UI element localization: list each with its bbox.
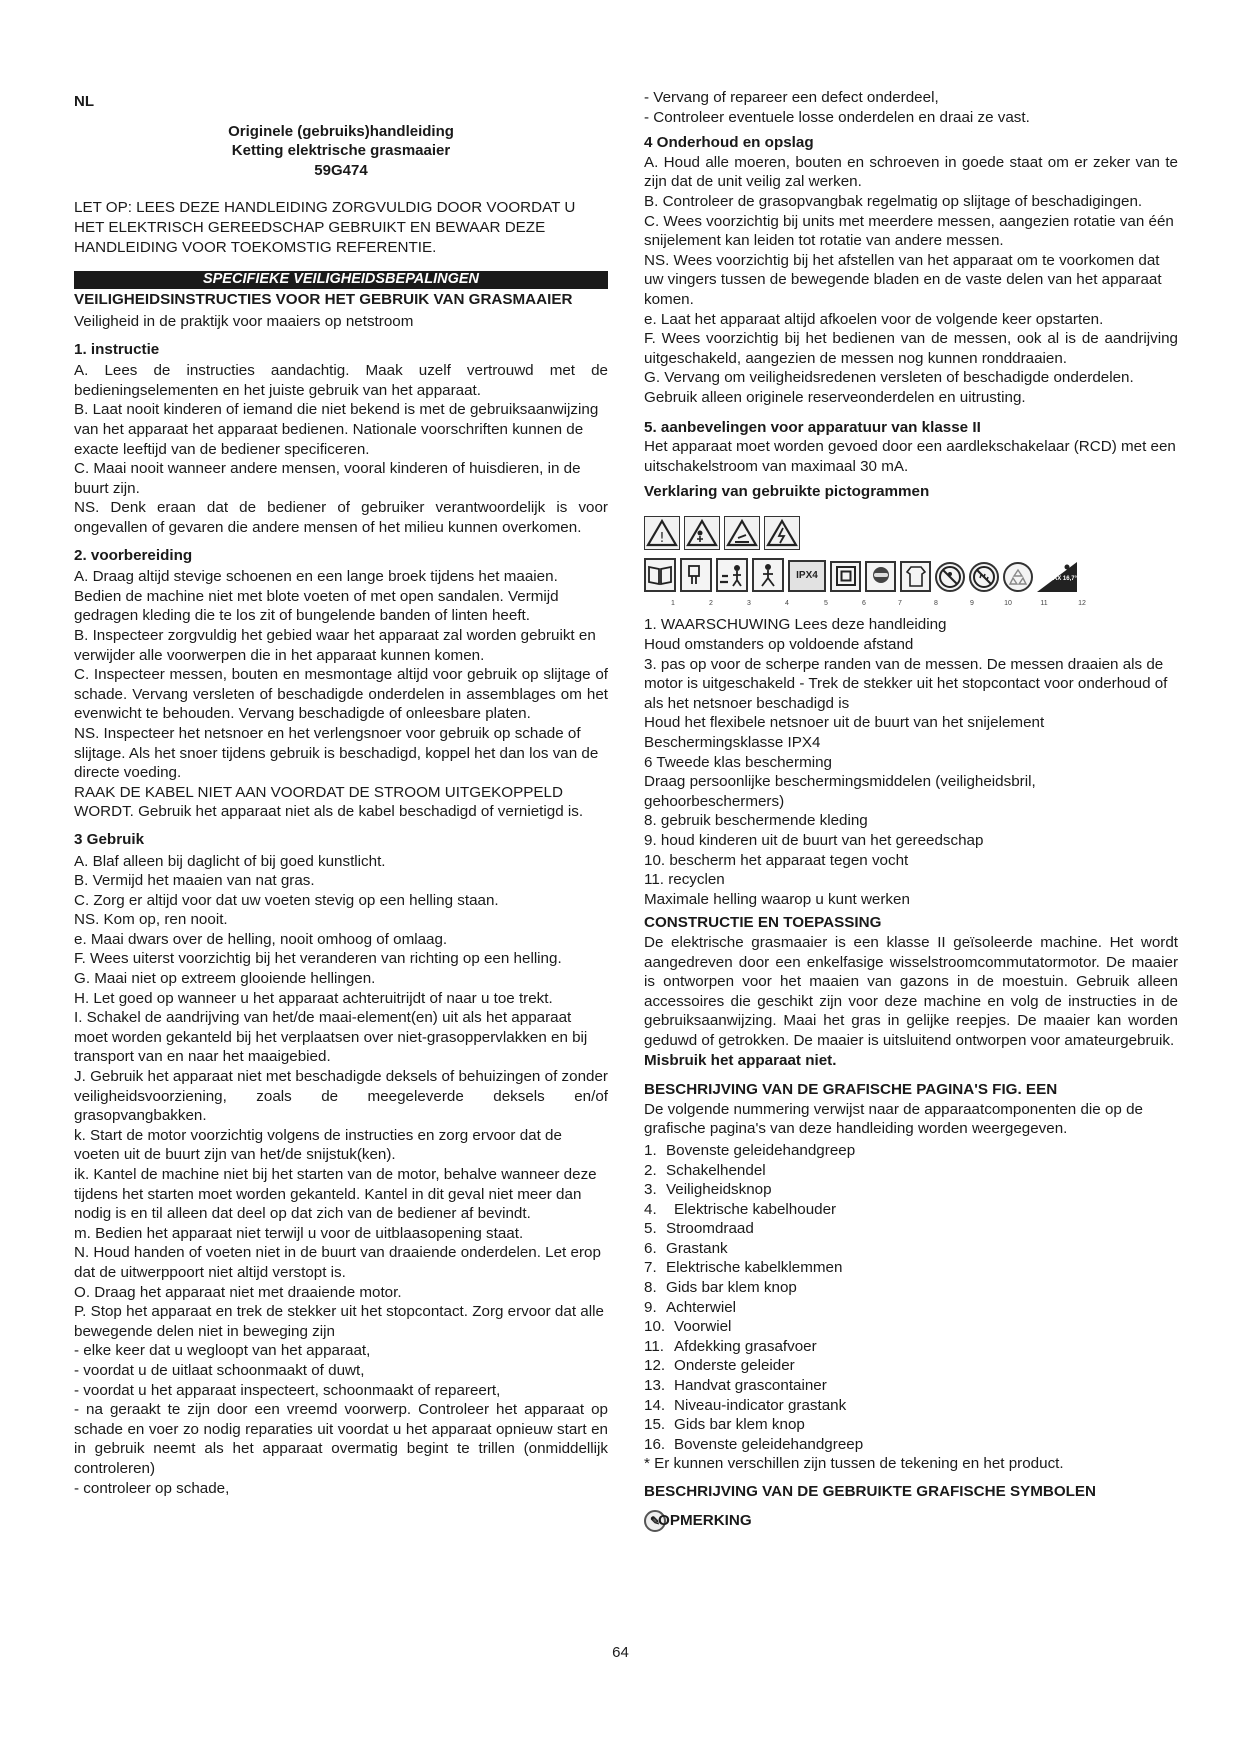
part-item [644, 1415, 1178, 1435]
pictogram-legend [644, 615, 1178, 909]
protective-clothing-icon [900, 561, 931, 592]
part-number: 8. [644, 1279, 657, 1297]
part-item [644, 1435, 1178, 1455]
list-item: A. Draag altijd stevige schoenen en een lange broek tijdens het maaien. Bedien de machine niet met blote voeten of met open sandalen. Vermijd gedragen kleding die te los zit of bungelende banden of linten heeft. [74, 568, 559, 625]
list-item: ik. Kantel de machine niet bij het starten van de motor, behalve wanneer deze tijdens het starten moet worden gekanteld. Kantel in dit geval niet meer dan nodig is en til alleen dat deel op dat zich van de bediener af bevindt. [74, 1166, 597, 1223]
list-item: P. Stop het apparaat en trek de stekker uit het stopcontact. Zorg ervoor dat alle bewegende delen niet in beweging zijn [74, 1303, 604, 1340]
list-item: N. Houd handen of voeten niet in de buurt van draaiende onderdelen. Let erop dat de uitwerppoort niet altijd verstopt is. [74, 1244, 601, 1281]
language-code: NL [74, 93, 94, 110]
note-label: OPMERKING [658, 1511, 752, 1529]
part-name: Schakelhendel [666, 1161, 766, 1179]
part-item [644, 1298, 1178, 1318]
part-number: 14. [644, 1396, 666, 1414]
cord-away-icon [716, 558, 748, 592]
max-slope-label: MAX 16,7° [1047, 576, 1077, 583]
section-1-title: 1. instructie [74, 340, 160, 358]
class-2-protection-icon [830, 561, 861, 592]
section-4-title: 4 Onderhoud en opslag [644, 134, 814, 152]
list-item: NS. Kom op, ren nooit. [74, 911, 228, 929]
recycle-icon [1003, 562, 1033, 592]
part-item [644, 1161, 1178, 1181]
list-item: I. Schakel de aandrijving van het/de maai-element(en) uit als het apparaat moet worden gekanteld bij het verplaatsen over niet-grasoppervlakken en bij transport van en naar het maaigebied. [74, 1009, 588, 1066]
note-icon: ✎ [644, 1510, 666, 1532]
title-line: Originele (gebruiks)handleiding [228, 122, 454, 140]
list-item: 3. pas op voor de scherpe randen van de messen. De messen draaien als de motor is uitgeschakeld - Trek de stekker uit het stopcontact voor onderhoud of als het netsnoer beschadigd is [644, 655, 1168, 712]
section-3-list [74, 852, 608, 1499]
part-name: Afdekking grasafvoer [674, 1337, 817, 1355]
list-item: B. Laat nooit kinderen of iemand die niet bekend is met de gebruiksaanwijzing van het apparaat het apparaat bedienen. Nationale voorschriften kunnen de exacte leeftijd van de bediener specificeren. [74, 401, 599, 458]
pictogram-number: 1 [671, 599, 675, 607]
part-number: 10. [644, 1318, 666, 1336]
part-number: 3. [644, 1181, 657, 1199]
note-heading [644, 1510, 1178, 1532]
list-item: 11. recyclen [644, 871, 725, 889]
list-item: J. Gebruik het apparaat niet met beschadigde deksels of behuizingen of zonder veiligheidsvoorziening, zoals de meegeleverde deksels en/of grasopvangbakken. [74, 1068, 608, 1125]
list-item: m. Bedien het apparaat niet terwijl u voor de uitblaasopening staat. [74, 1224, 524, 1242]
part-name: Bovenste geleidehandgreep [674, 1435, 864, 1453]
section-3-title: 3 Gebruik [74, 830, 145, 848]
part-number: 2. [644, 1161, 657, 1179]
part-item [644, 1180, 1178, 1200]
part-item [644, 1337, 1178, 1357]
safety-title: VEILIGHEIDSINSTRUCTIES VOOR HET GEBRUIK VAN GRASMAAIER [74, 291, 573, 309]
part-name: Onderste geleider [674, 1357, 795, 1375]
pictogram-number: 6 [862, 599, 866, 607]
list-item: B. Controleer de grasopvangbak regelmatig op slijtage of beschadigingen. [644, 192, 1143, 210]
bystanders-icon [684, 516, 720, 550]
list-item: C. Wees voorzichtig bij units met meerdere messen, aangezien rotatie van één snijelement kan leiden tot rotatie van andere messen. [644, 212, 1174, 250]
part-item [644, 1239, 1178, 1259]
list-item: O. Draag het apparaat niet met draaiende motor. [74, 1283, 402, 1301]
pictogram-number: 11 [1040, 599, 1048, 607]
list-item: k. Start de motor voorzichtig volgens de instructies en zorg ervoor dat de voeten uit de buurt zijn van het/de snijstuk(ken). [74, 1126, 562, 1164]
part-item [644, 1278, 1178, 1298]
pictogram-number: 5 [824, 599, 828, 607]
ipx4-icon: IPX4 [788, 560, 826, 592]
list-item: - Vervang of repareer een defect onderdeel, [644, 89, 939, 106]
list-item: G. Maai niet op extreem glooiende hellingen. [74, 970, 376, 988]
part-number: 12. [644, 1357, 666, 1375]
pictogram-number: 4 [785, 599, 789, 607]
section-5-title: 5. aanbevelingen voor apparatuur van klasse II [644, 418, 981, 436]
document-title [74, 122, 608, 181]
section-1-list [74, 361, 608, 537]
pictogram-title: Verklaring van gebruikte pictogrammen [644, 483, 930, 501]
page-number: 64 [612, 1644, 629, 1661]
pictogram-row [644, 506, 1178, 550]
keep-children-away-icon [935, 562, 965, 592]
part-name: Bovenste geleidehandgreep [666, 1141, 856, 1159]
protect-from-rain-icon [969, 562, 999, 592]
list-item: Maximale helling waarop u kunt werken [644, 890, 910, 908]
list-item: C. Maai nooit wanneer andere mensen, vooral kinderen of huisdieren, in de buurt zijn. [74, 460, 581, 497]
list-item: 10. bescherm het apparaat tegen vocht [644, 851, 909, 869]
part-name: Stroomdraad [666, 1220, 754, 1238]
list-item: NS. Denk eraan dat de bediener of gebruiker verantwoordelijk is voor ongevallen of gevaren die andere mensen of het milieu kunnen overkomen. [74, 499, 608, 537]
figure-intro: De volgende nummering verwijst naar de apparaatcomponenten die op de grafische pagina's van deze handleiding worden weergegeven. [644, 1100, 1143, 1138]
read-manual-icon [644, 558, 676, 592]
list-item: A. Lees de instructies aandachtig. Maak uzelf vertrouwd met de bedieningselementen en het juiste gebruik van het apparaat. [74, 362, 608, 399]
list-item: H. Let goed op wanneer u het apparaat achteruitrijdt of naar u toe trekt. [74, 989, 553, 1007]
rcd-recommendation: Het apparaat moet worden gevoed door een aardlekschakelaar (RCD) met een uitschakelstroom van maximaal 30 mA. [644, 438, 1176, 475]
unplug-icon [680, 558, 712, 592]
pictogram-number: 8 [934, 599, 938, 607]
part-number: 16. [644, 1435, 666, 1453]
pictogram-number: 7 [898, 599, 902, 607]
pictogram-row [644, 552, 1178, 592]
pictogram-number: 12 [1078, 599, 1086, 607]
list-item: e. Laat het apparaat altijd afkoelen voor de volgende keer opstarten. [644, 310, 1104, 328]
blade-hazard-icon [724, 516, 760, 550]
list-item: 1. WAARSCHUWING Lees deze handleiding [644, 616, 947, 634]
part-number: 4. [644, 1200, 657, 1218]
list-item: 6 Tweede klas bescherming [644, 753, 832, 771]
part-name: Grastank [666, 1239, 728, 1257]
left-column [74, 88, 608, 1498]
part-name: Elektrische kabelhouder [674, 1200, 837, 1218]
svg-text:!: ! [659, 530, 665, 546]
list-item: B. Vermijd het maaien van nat gras. [74, 872, 315, 890]
list-item: - voordat u het apparaat inspecteert, schoonmaakt of repareert, [74, 1381, 501, 1399]
list-item: - na geraakt te zijn door een vreemd voorwerp. Controleer het apparaat op schade en voer zo nodig reparaties uit voordat u het apparaat opnieuw start en in gebruik neemt als het apparaat overmatig begint te trillen (onmiddellijk controleren) [74, 1401, 608, 1477]
section-2-list [74, 567, 608, 822]
construction-title: CONSTRUCTIE EN TOEPASSING [644, 914, 882, 932]
max-slope-icon [1037, 558, 1077, 592]
list-item: Houd omstanders op voldoende afstand [644, 636, 914, 654]
pictogram-number: 2 [709, 599, 713, 607]
list-item: C. Zorg er altijd voor dat uw voeten stevig op een helling staan. [74, 891, 499, 909]
mower-operator-icon [752, 558, 784, 592]
part-item [644, 1141, 1178, 1161]
part-name: Gids bar klem knop [666, 1279, 797, 1297]
list-item: - Controleer eventuele losse onderdelen en draai ze vast. [644, 108, 1030, 126]
list-item: F. Wees uiterst voorzichtig bij het veranderen van richting op een helling. [74, 950, 562, 968]
part-item [644, 1356, 1178, 1376]
part-item [644, 1219, 1178, 1239]
part-name: Voorwiel [674, 1318, 732, 1336]
warning-read-manual-icon [644, 516, 680, 550]
protective-goggles-icon [865, 561, 896, 592]
list-item: B. Inspecteer zorgvuldig het gebied waar het apparaat zal worden gebruikt en verwijder alle voorwerpen die in het apparaat kunnen komen. [74, 626, 596, 664]
part-item [644, 1317, 1178, 1337]
power-cord-hazard-icon [764, 516, 800, 550]
part-number: 6. [644, 1239, 657, 1257]
pictogram-numbers [644, 594, 1178, 614]
part-number: 15. [644, 1416, 666, 1434]
list-item: - controleer op schade, [74, 1479, 230, 1497]
list-item: C. Inspecteer messen, bouten en mesmontage altijd voor gebruik op slijtage of schade. Vervang versleten of beschadigde onderdelen in assemblages om het evenwicht te behouden. Vervang beschadigde of onleesbare platen. [74, 666, 608, 723]
list-item: 9. houd kinderen uit de buurt van het gereedschap [644, 832, 984, 849]
title-line: Ketting elektrische grasmaaier [231, 142, 451, 160]
list-item: - elke keer dat u wegloopt van het apparaat, [74, 1342, 371, 1360]
part-item [644, 1376, 1178, 1396]
part-name: Niveau-indicator grastank [674, 1396, 847, 1414]
list-item: 8. gebruik beschermende kleding [644, 812, 868, 830]
pictogram-number: 9 [970, 599, 974, 607]
part-name: Handvat grascontainer [674, 1377, 827, 1395]
list-item: NS. Inspecteer het netsnoer en het verlengsnoer voor gebruik op schade of slijtage. Als het snoer tijdens gebruik is beschadigd, koppel het dan los van de directe voeding. [74, 724, 599, 782]
list-item: A. Houd alle moeren, bouten en schroeven in goede staat om er zeker van te zijn dat de unit veilig zal werken. [644, 153, 1178, 191]
list-item: Beschermingsklasse IPX4 [644, 734, 821, 752]
safety-subtitle: Veiligheid in de praktijk voor maaiers op netstroom [74, 313, 414, 331]
construction-text: De elektrische grasmaaier is een klasse II geïsoleerde machine. Het wordt aangedreven door een enkelfasige wisselstroomcommutatormotor. De maaier is ontworpen voor het maaien van gazons in de moestuin. Gebruik alleen accessoires die geschikt zijn voor deze machine en volg de instructies in de gebruiksaanwijzing. Maai het gras in gelijke reepjes. De maaier kan worden geduwd of getrokken. De maaier is uitsluitend ontworpen voor amateurgebruik. [644, 933, 1178, 1049]
part-number: 7. [644, 1259, 657, 1277]
figure-title: BESCHRIJVING VAN DE GRAFISCHE PAGINA'S FIG. EEN [644, 1081, 1058, 1099]
read-manual-warning: LET OP: LEES DEZE HANDLEIDING ZORGVULDIG DOOR VOORDAT U HET ELEKTRISCH GEREEDSCHAP GEBRUIKT EN BEWAAR DEZE HANDLEIDING VOOR TOEKOMSTIG REFERENTIE. [74, 199, 576, 256]
section-2-title: 2. voorbereiding [74, 546, 193, 564]
list-item: F. Wees voorzichtig bij het bedienen van de messen, ook al is de aandrijving uitgeschakeld, aangezien de messen nog kunnen ronddraaien. [644, 330, 1178, 367]
misuse-warning: Misbruik het apparaat niet. [644, 1051, 837, 1069]
pictogram-number: 10 [1004, 599, 1012, 607]
part-item [644, 1258, 1178, 1278]
list-item: A. Blaf alleen bij daglicht of bij goed kunstlicht. [74, 852, 386, 870]
part-name: Elektrische kabelklemmen [666, 1259, 843, 1277]
pictogram-number: 3 [747, 599, 751, 607]
part-item [644, 1396, 1178, 1416]
part-name: Achterwiel [666, 1298, 737, 1316]
parts-list [644, 1141, 1178, 1455]
list-item: G. Vervang om veiligheidsredenen versleten of beschadigde onderdelen. Gebruik alleen originele reserveonderdelen en uitrusting. [644, 369, 1134, 406]
list-item: NS. Wees voorzichtig bij het afstellen van het apparaat om te voorkomen dat uw vingers tussen de bewegende bladen en de vaste delen van het apparaat komen. [644, 251, 1162, 308]
section-4-list [644, 153, 1178, 408]
part-name: Veiligheidsknop [666, 1181, 772, 1199]
part-item [644, 1200, 1178, 1220]
list-item: Draag persoonlijke beschermingsmiddelen (veiligheidsbril, gehoorbeschermers) [644, 773, 1036, 810]
section-bar: SPECIFIEKE VEILIGHEIDSBEPALINGEN [74, 271, 608, 289]
part-number: 11. [644, 1337, 664, 1355]
part-number: 5. [644, 1220, 657, 1238]
right-column [644, 88, 1178, 1532]
part-name: Gids bar klem knop [674, 1416, 805, 1434]
pictogram-strip [644, 506, 1178, 614]
list-item: e. Maai dwars over de helling, nooit omhoog of omlaag. [74, 930, 448, 948]
list-item: - voordat u de uitlaat schoonmaakt of duwt, [74, 1361, 365, 1379]
symbols-title: BESCHRIJVING VAN DE GEBRUIKTE GRAFISCHE SYMBOLEN [644, 1483, 1097, 1500]
parts-note: * Er kunnen verschillen zijn tussen de tekening en het product. [644, 1455, 1064, 1473]
part-number: 13. [644, 1377, 666, 1395]
model-number: 59G474 [314, 161, 368, 179]
part-number: 1. [644, 1141, 657, 1159]
list-item: RAAK DE KABEL NIET AAN VOORDAT DE STROOM UITGEKOPPELD WORDT. Gebruik het apparaat niet als de kabel beschadigd of vernietigd is. [74, 783, 584, 821]
list-item: Houd het flexibele netsnoer uit de buurt van het snijelement [644, 714, 1045, 732]
part-number: 9. [644, 1298, 657, 1316]
